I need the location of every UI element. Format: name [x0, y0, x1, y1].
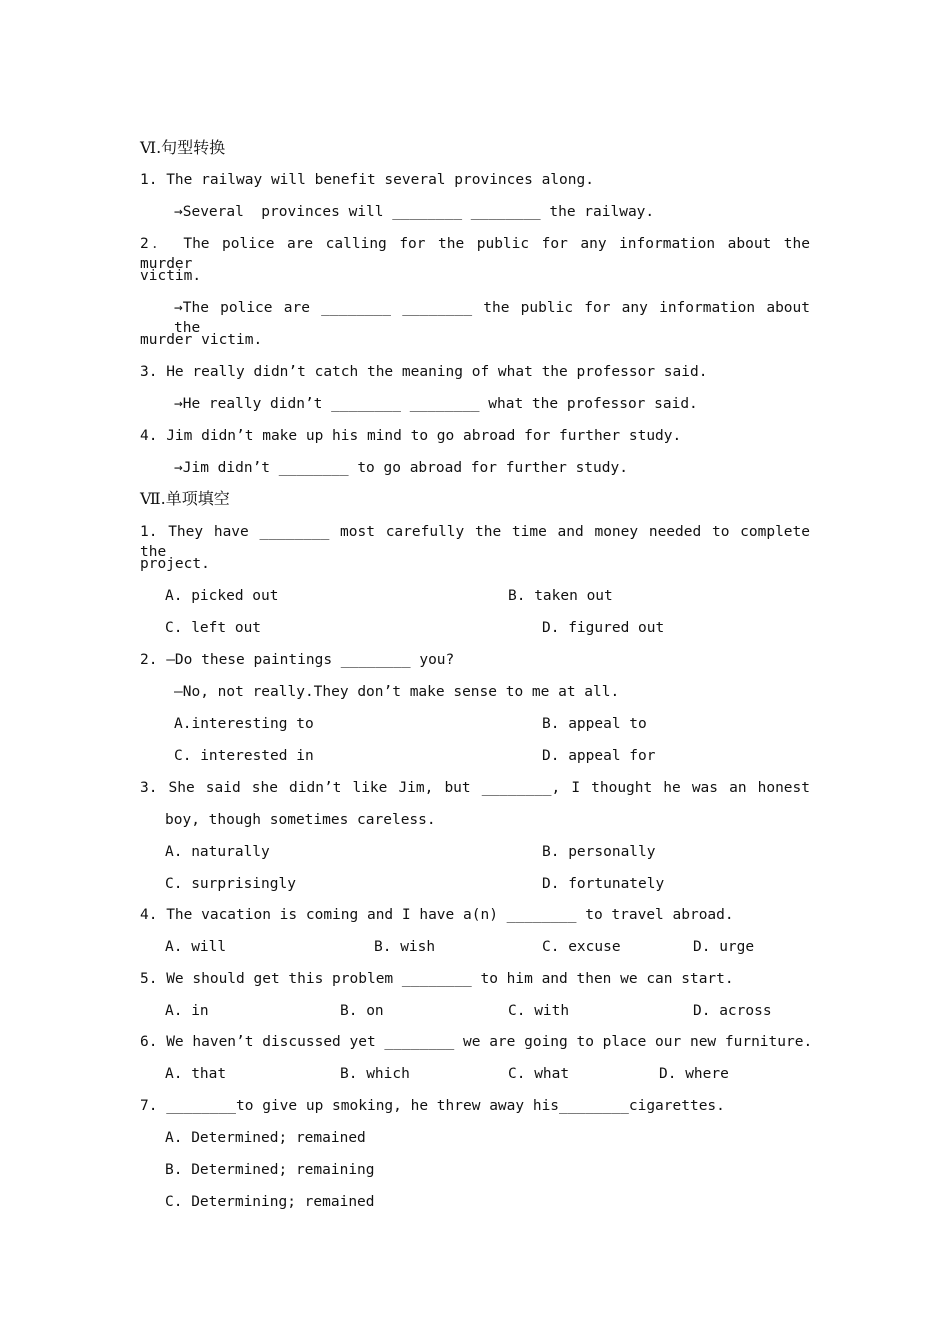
s7-q3-line2: boy, though sometimes careless.: [165, 812, 436, 828]
s6-q2-line2: victim.: [140, 268, 202, 284]
s7-q7-option-a: A. Determined; remained: [165, 1130, 366, 1146]
section-7-heading: Ⅶ.单项填空: [140, 489, 230, 508]
s7-q5-option-d: D. across: [693, 1003, 772, 1019]
s7-q1-option-c: C. left out: [165, 620, 262, 636]
s7-q3-option-a: A. naturally: [165, 844, 270, 860]
s7-q5-option-c: C. with: [508, 1003, 570, 1019]
s7-q7-option-b: B. Determined; remaining: [165, 1162, 375, 1178]
s7-q3-option-c: C. surprisingly: [165, 876, 296, 892]
s6-q1-line2: →Several provinces will ________ ________ the railway.: [174, 204, 655, 220]
s6-q3-line2: →He really didn’t ________ ________ what the professor said.: [174, 396, 698, 412]
s7-q4-option-d: D. urge: [693, 939, 755, 955]
s7-q6-option-a: A. that: [165, 1066, 227, 1082]
s7-q5-option-a: A. in: [165, 1003, 209, 1019]
s7-q4-option-c: C. excuse: [542, 939, 621, 955]
s7-q3-option-d: D. fortunately: [542, 876, 665, 892]
s7-q6-line1: 6. We haven’t discussed yet ________ we are going to place our new furniture.: [140, 1034, 813, 1050]
s7-q1-option-a: A. picked out: [165, 588, 279, 604]
s7-q2-option-a: A.interesting to: [174, 716, 314, 732]
s7-q1-option-d: D. figured out: [542, 620, 665, 636]
s7-q2-option-c: C. interested in: [174, 748, 314, 764]
s6-q1-line1: 1. The railway will benefit several provinces along.: [140, 172, 594, 188]
s6-q4-line1: 4. Jim didn’t make up his mind to go abroad for further study.: [140, 428, 682, 444]
s6-q2-line3: →The police are ________ ________ the public for any information about the: [174, 300, 810, 336]
s7-q7-line1: 7. ________to give up smoking, he threw away his________cigarettes.: [140, 1098, 725, 1114]
s7-q1-line1: 1. They have ________ most carefully the time and money needed to complete the: [140, 524, 810, 560]
s7-q2-option-b: B. appeal to: [542, 716, 647, 732]
section-6-heading: Ⅵ.句型转换: [140, 138, 226, 157]
s7-q4-option-b: B. wish: [374, 939, 436, 955]
s7-q7-option-c: C. Determining; remained: [165, 1194, 375, 1210]
s7-q6-option-c: C. what: [508, 1066, 570, 1082]
s7-q2-line2: —No, not really.They don’t make sense to me at all.: [174, 684, 620, 700]
s7-q5-line1: 5. We should get this problem ________ to him and then we can start.: [140, 971, 734, 987]
s7-q2-option-d: D. appeal for: [542, 748, 656, 764]
s6-q2-line1: 2． The police are calling for the public for any information about the murder: [140, 236, 810, 272]
s7-q4-option-a: A. will: [165, 939, 227, 955]
s7-q5-option-b: B. on: [340, 1003, 384, 1019]
s7-q3-line1: 3. She said she didn’t like Jim, but ________, I thought he was an honest: [140, 780, 810, 796]
s7-q1-option-b: B. taken out: [508, 588, 613, 604]
s7-q1-line2: project.: [140, 556, 210, 572]
s6-q3-line1: 3. He really didn’t catch the meaning of what the professor said.: [140, 364, 708, 380]
s7-q6-option-b: B. which: [340, 1066, 410, 1082]
s6-q4-line2: →Jim didn’t ________ to go abroad for further study.: [174, 460, 628, 476]
s6-q2-line4: murder victim.: [140, 332, 263, 348]
s7-q3-option-b: B. personally: [542, 844, 656, 860]
s7-q6-option-d: D. where: [659, 1066, 729, 1082]
s7-q2-line1: 2. —Do these paintings ________ you?: [140, 652, 455, 668]
s7-q4-line1: 4. The vacation is coming and I have a(n) ________ to travel abroad.: [140, 907, 734, 923]
